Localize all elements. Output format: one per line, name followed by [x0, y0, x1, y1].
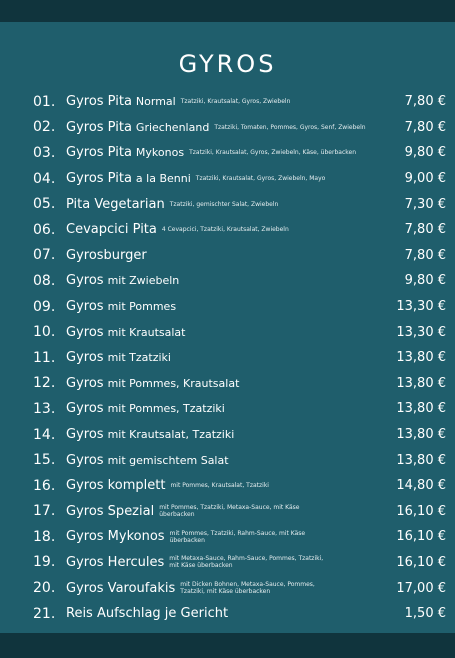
item-ingredients: mit Pommes, Tzatziki, Rahm-Sauce, mit Käse überbacken — [169, 529, 306, 544]
item-price: 13,80 € — [396, 350, 446, 366]
item-number: 13. — [33, 400, 56, 417]
list-item — [33, 243, 446, 269]
list-item — [33, 550, 446, 576]
item-price: 13,30 € — [396, 324, 446, 340]
item-number: 11. — [33, 349, 56, 366]
page-title: GYROS — [178, 50, 277, 78]
item-name: Gyros — [66, 452, 104, 468]
item-name: Gyrosburger — [66, 247, 147, 263]
item-price: 13,80 € — [396, 401, 446, 417]
list-item — [33, 396, 446, 422]
item-number: 12. — [33, 375, 56, 392]
item-number: 14. — [33, 426, 56, 443]
item-variant: mit Pommes, Krautsalat — [107, 376, 240, 390]
item-ingredients: mit Pommes, Tzatziki, Metaxa-Sauce, mit Käse überbacken — [159, 504, 300, 519]
list-item — [33, 371, 446, 397]
item-name: Gyros Pita — [66, 119, 132, 135]
item-variant: mit Pommes — [107, 300, 177, 314]
item-name: Gyros Mykonos — [66, 529, 165, 545]
item-number: 03. — [33, 144, 56, 161]
list-item — [33, 473, 446, 499]
list-item — [33, 601, 446, 627]
item-price: 16,10 € — [396, 529, 446, 545]
item-name: Gyros Pita — [66, 145, 132, 161]
item-variant: mit Tzatziki — [107, 351, 171, 365]
list-item — [33, 447, 446, 473]
item-number: 17. — [33, 503, 56, 520]
item-price: 9,80 € — [404, 273, 446, 289]
list-item — [33, 319, 446, 345]
item-name: Gyros Pita — [66, 171, 132, 187]
item-name: Reis Aufschlag je Gericht — [66, 606, 229, 622]
item-variant: mit Krautsalat — [107, 325, 186, 339]
item-ingredients: Tzatziki, Krautsalat, Gyros, Zwiebeln, Käse, überbacken — [189, 149, 356, 157]
item-number: 20. — [33, 580, 56, 597]
menu-list — [33, 89, 446, 626]
list-item — [33, 217, 446, 243]
item-number: 04. — [33, 170, 56, 187]
item-number: 07. — [33, 247, 56, 264]
item-name: Gyros Hercules — [66, 554, 165, 570]
item-price: 7,80 € — [404, 247, 446, 263]
item-variant: a la Benni — [135, 172, 191, 186]
item-variant: Mykonos — [135, 146, 185, 160]
item-number: 18. — [33, 528, 56, 545]
item-number: 08. — [33, 272, 56, 289]
list-item — [33, 345, 446, 371]
item-price: 1,50 € — [404, 606, 446, 622]
list-item — [33, 268, 446, 294]
item-number: 15. — [33, 452, 56, 469]
item-price: 16,10 € — [396, 503, 446, 519]
item-name: Cevapcici Pita — [66, 222, 157, 238]
item-price: 13,80 € — [396, 427, 446, 443]
list-item — [33, 89, 446, 115]
list-item — [33, 140, 446, 166]
item-variant: mit Pommes, Tzatziki — [107, 402, 225, 416]
list-item — [33, 294, 446, 320]
item-number: 19. — [33, 554, 56, 571]
item-price: 13,80 € — [396, 452, 446, 468]
item-variant: mit Krautsalat, Tzatziki — [107, 428, 235, 442]
item-number: 05. — [33, 196, 56, 213]
item-name: Gyros komplett — [66, 478, 166, 494]
item-name: Gyros — [66, 273, 104, 289]
item-ingredients: 4 Cevapcici, Tzatziki, Krautsalat, Zwiebeln — [161, 226, 289, 234]
item-price: 17,00 € — [396, 580, 446, 596]
item-number: 01. — [33, 93, 56, 110]
item-name: Gyros Spezial — [66, 503, 155, 519]
item-variant: mit Zwiebeln — [107, 274, 180, 288]
item-name: Gyros — [66, 401, 104, 417]
item-price: 13,80 € — [396, 375, 446, 391]
list-item — [33, 166, 446, 192]
item-ingredients: Tzatziki, Krautsalat, Gyros, Zwiebeln — [180, 98, 291, 106]
item-variant: Normal — [135, 95, 176, 109]
list-item — [33, 499, 446, 525]
item-name: Gyros — [66, 324, 104, 340]
item-number: 10. — [33, 324, 56, 341]
item-ingredients: Tzatziki, Tomaten, Pommes, Gyros, Senf, Zwiebeln — [214, 123, 366, 131]
item-ingredients: Tzatziki, Krautsalat, Gyros, Zwiebeln, Mayo — [195, 175, 326, 183]
list-item — [33, 191, 446, 217]
item-price: 9,00 € — [404, 171, 446, 187]
list-item — [33, 422, 446, 448]
item-price: 7,80 € — [404, 119, 446, 135]
item-name: Gyros — [66, 350, 104, 366]
item-name: Pita Vegetarian — [66, 196, 165, 212]
list-item — [33, 575, 446, 601]
item-name: Gyros Pita — [66, 94, 132, 110]
list-item — [33, 524, 446, 550]
item-number: 21. — [33, 605, 56, 622]
item-price: 7,80 € — [404, 94, 446, 110]
item-name: Gyros — [66, 427, 104, 443]
bottom-bar — [0, 633, 455, 658]
item-number: 16. — [33, 477, 56, 494]
item-price: 7,30 € — [404, 196, 446, 212]
item-ingredients: mit Dicken Bohnen, Metaxa-Sauce, Pommes, Tzatziki, mit Käse überbacken — [180, 581, 315, 596]
item-ingredients: Tzatziki, gemischter Salat, Zwiebeln — [169, 200, 279, 208]
item-number: 09. — [33, 298, 56, 315]
item-name: Gyros — [66, 299, 104, 315]
item-number: 02. — [33, 119, 56, 136]
item-name: Gyros — [66, 375, 104, 391]
item-number: 06. — [33, 221, 56, 238]
item-name: Gyros Varoufakis — [66, 580, 176, 596]
item-price: 14,80 € — [396, 478, 446, 494]
item-price: 13,30 € — [396, 299, 446, 315]
item-variant: mit gemischtem Salat — [107, 453, 229, 467]
item-price: 9,80 € — [404, 145, 446, 161]
item-price: 16,10 € — [396, 554, 446, 570]
item-variant: Griechenland — [135, 120, 210, 134]
item-price: 7,80 € — [404, 222, 446, 238]
top-bar — [0, 0, 455, 22]
item-ingredients: mit Metaxa-Sauce, Rahm-Sauce, Pommes, Tzatziki, mit Käse überbacken — [169, 555, 324, 570]
list-item — [33, 115, 446, 141]
item-ingredients: mit Pommes, Krautsalat, Tzatziki — [170, 482, 269, 490]
